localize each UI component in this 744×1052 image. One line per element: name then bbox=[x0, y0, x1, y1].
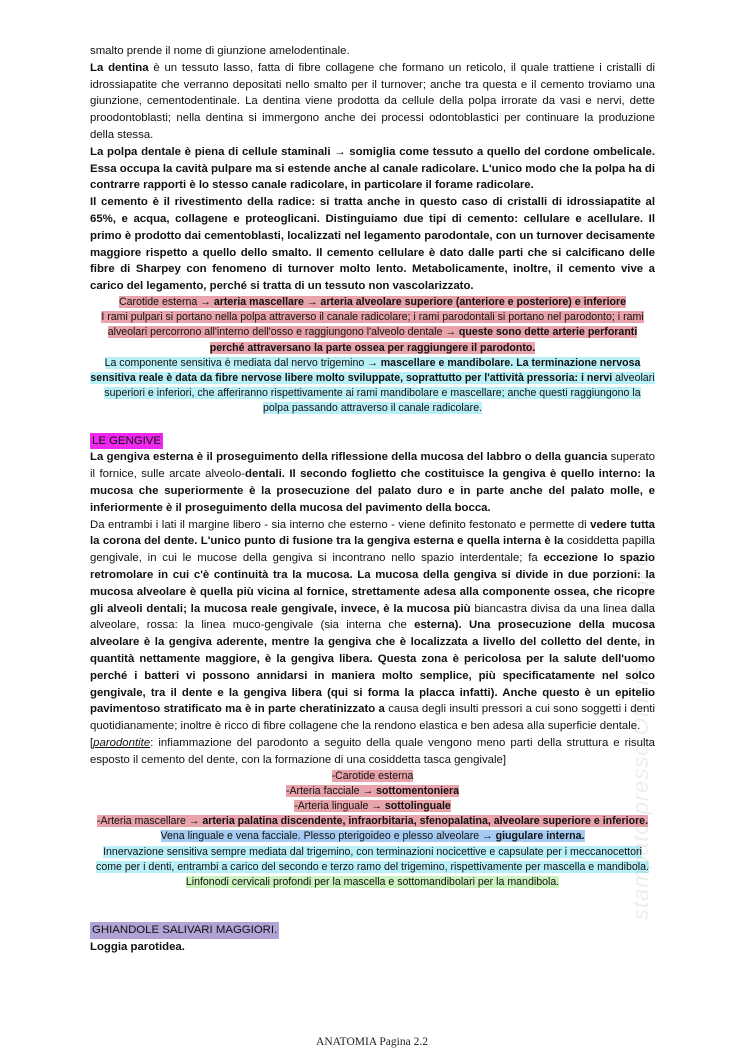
box-text: alveolari superiori e inferiori, che afferiranno rispettivamente ai rami mandibolare e mascellare; anche questi raggiungono la polpa passando attraverso il canale radicolare. bbox=[104, 371, 655, 415]
paragraph-gengiva-esterna bbox=[90, 449, 655, 516]
innervation-box bbox=[90, 845, 655, 875]
artery-line bbox=[294, 800, 451, 812]
section-heading-gengive bbox=[90, 433, 655, 450]
box-text: La componente sensitiva è mediata dal nervo trigemino → bbox=[104, 356, 381, 369]
page-footer: ANATOMIA Pagina 2.2 bbox=[316, 1036, 428, 1048]
artery-line: -Carotide esterna bbox=[331, 769, 414, 782]
venous-drainage-box bbox=[90, 829, 655, 844]
highlight-cyan bbox=[90, 357, 654, 415]
paragraph-dentina bbox=[90, 60, 655, 144]
box-text: -Arteria facciale → bbox=[285, 784, 377, 797]
paragraph-text: : infiammazione del parodonto a seguito della quale vengono meno parti della struttura e risulta esposto il cemento del dente, con la formazione di una cosiddetta tasca gengivale] bbox=[90, 736, 655, 766]
box-text: Carotide esterna → bbox=[119, 295, 214, 308]
highlight-blue bbox=[161, 830, 585, 842]
heading-ghiandole: GHIANDOLE SALIVARI MAGGIORI. bbox=[90, 922, 279, 939]
paragraph-text: biancastra divisa da una linea dalla alveolare, rossa: la linea muco-gengivale (sia interna che bbox=[90, 602, 655, 632]
box-bold: arteria alveolare superiore (anteriore e posteriore) e inferiore bbox=[320, 295, 626, 308]
page-body bbox=[90, 43, 655, 956]
watermark: stampato presso Officina Sviluppo bbox=[628, 553, 653, 920]
paragraph-text: cosiddetta papilla gengivale, in cui le mucose della gengiva si incontrano nello spazio interdentale; fa bbox=[90, 535, 656, 565]
highlight-green: Linfonodi cervicali profondi per la mascella e sottomandibolari per la mandibola. bbox=[185, 875, 560, 888]
term-polpa: La polpa dentale bbox=[90, 145, 181, 158]
subheading-loggia: Loggia parotidea. bbox=[90, 940, 185, 953]
paragraph-bold: vedere tutta la corona del dente. L'unico punto di fusione tra la gengiva esterna e quella interna è la bbox=[90, 518, 655, 548]
term-cemento: Il cemento bbox=[90, 196, 148, 209]
box-bold: sottomentoniera bbox=[376, 784, 460, 797]
box-bold: queste sono dette arterie perforanti perché attraversano la parte ossea per raggiungere il parodonto. bbox=[209, 326, 638, 354]
paragraph-text: è un tessuto lasso, fatta di fibre collagene che formano un reticolo, il quale trattiene i cristalli di idrossiapatite che verranno depositati nello smalto per il turnover; anche tra questa e il cemento troviamo una giunzione, cementodentinale. La dentina viene prodotta da cellule della polpa irrorate da vasi e nervi, dette proodontoblasti; nella dentina si immergono anche dei processi odontoblastici per continuare la produzione della stessa. bbox=[90, 61, 655, 141]
paragraph-bold: dentali. Il secondo foglietto che costituisce la gengiva è quello interno: la mucosa che superiormente è la prosecuzione del palato duro e in parte anche del palato molle, e inferiormente è il proseguimento della mucosa del pavimento della bocca. bbox=[90, 468, 655, 514]
section-heading-ghiandole bbox=[90, 922, 655, 939]
paragraph-text: superato il fornice, sulle arcate alveolo- bbox=[90, 451, 656, 481]
artery-line bbox=[286, 785, 459, 797]
paragraph-bold: La gengiva esterna è il proseguimento della riflessione della mucosa del labbro o della guancia bbox=[90, 451, 608, 464]
box-bold: giugulare interna. bbox=[495, 830, 585, 843]
paragraph-smalto bbox=[90, 43, 655, 60]
box-bold: mascellare e mandibolare. La terminazione nervosa sensitiva reale è data da fibre nervose libere molto sviluppate, soprattutto per l'attività pressoria: i nervi bbox=[90, 356, 641, 384]
paragraph-parodontite bbox=[90, 735, 655, 769]
box-bold: sottolinguale bbox=[384, 799, 451, 812]
highlight-pink bbox=[119, 296, 626, 308]
paragraph-text: smalto prende il nome di giunzione amelodentinale. bbox=[90, 45, 350, 57]
paragraph-text: causa degli insulti pressori a cui sono soggetti i denti quotidianamente; inoltre è ricco di fibre collagene che la rendono elastica e ben adesa alla superficie dentale. bbox=[90, 703, 655, 733]
arterial-supply-box bbox=[90, 295, 655, 356]
nerve-supply-box bbox=[90, 356, 655, 417]
bracket: [ bbox=[90, 736, 94, 749]
box-text: Vena linguale e vena facciale. Plesso pterigoideo e plesso alveolare → bbox=[160, 830, 496, 843]
box-text: -Arteria mascellare → bbox=[96, 815, 203, 828]
spacer bbox=[90, 417, 655, 433]
paragraph-text: Da entrambi i lati il margine libero - sia interno che esterno - viene definito festonato e permette di bbox=[90, 518, 591, 531]
paragraph-bold: esterna). Una prosecuzione della mucosa alveolare è la gengiva aderente, mentre la gengiva che è localizzata a livello del colletto del dente, in quantità nettamente maggiore, è la gengiva libera. Questa zona è pericolosa per la salute dell'uomo perché i batteri vi possono annidarsi in maniera molto semplice, più specificatamente nel solco gengivale, tra il dente e la gengiva libera (qui si forma la placca infatti). Anche questo è un epitelio pavimentoso stratificato ma è in parte cheratinizzato a bbox=[90, 619, 655, 716]
highlight-cyan: Innervazione sensitiva sempre mediata dal trigemino, con terminazioni nocicettive e capsulate per i meccanocettori come per i denti, entrambi a carico del secondo e terzo ramo del trigemino, rispettivamente per mascella e mandibola. bbox=[96, 845, 649, 873]
artery-line bbox=[97, 815, 648, 827]
term-parodontite: parodontite bbox=[93, 736, 151, 749]
term-dentina: La dentina bbox=[90, 61, 149, 74]
gingival-arteries-box bbox=[90, 769, 655, 830]
highlight-pink bbox=[101, 311, 643, 353]
lymph-box bbox=[90, 875, 655, 890]
box-text: → bbox=[303, 295, 321, 308]
box-text: -Arteria linguale → bbox=[294, 799, 385, 812]
spacer bbox=[90, 906, 655, 922]
paragraph-bold: eccezione lo spazio retromolare in cui c'è continuità tra la mucosa. La mucosa della gengiva si divide in due porzioni: la mucosa alveolare è quella più vicina al fornice, strettamente adesa alla componente ossea, che ricopre gli alveoli dentali; la mucosa reale gengivale, invece, è la mucosa più bbox=[90, 552, 655, 615]
paragraph-text: è piena di cellule staminali → somiglia come tessuto a quello del cordone ombelicale. Essa occupa la cavità pulpare ma si estende anche al canale radicolare. L'unico modo che la polpa ha di contrarre rapporti è lo stesso canale radicolare, in particolare il forame radicolare. bbox=[90, 145, 655, 192]
paragraph-margine-libero bbox=[90, 517, 655, 735]
box-bold: arteria palatina discendente, infraorbitaria, sfenopalatina, alveolare superiore e inferiore. bbox=[202, 815, 649, 828]
paragraph-cemento bbox=[90, 194, 655, 295]
paragraph-text: è il rivestimento della radice: si tratta anche in questo caso di cristalli di idrossiapatite al 65%, e acqua, collagene e proteoglicani. Distinguiamo due tipi di cemento: cellulare e acellulare. Il primo è prodotto dai cementoblasti, localizzati nel legamento parodontale, con un turnover decisamente maggiore rispetto a quello dello smalto. Il cemento cellulare è dato dalle parti che si calcificano delle fibre di Sharpey con fenomeno di turnover molto lento. Metabolicamente, inoltre, il cemento vive a carico del legamento, perché si tratta di un tessuto non vascolarizzato. bbox=[90, 196, 655, 293]
spacer bbox=[90, 890, 655, 906]
box-bold: arteria mascellare bbox=[213, 295, 304, 308]
paragraph-polpa bbox=[90, 144, 655, 194]
box-text: I rami pulpari si portano nella polpa attraverso il canale radicolare; i rami parodontali si portano nel parodonto; i rami alveolari percorrono all'interno dell'osso e raggiungono l'alveolo dentale → bbox=[101, 311, 644, 339]
heading-gengive: LE GENGIVE bbox=[90, 433, 163, 450]
